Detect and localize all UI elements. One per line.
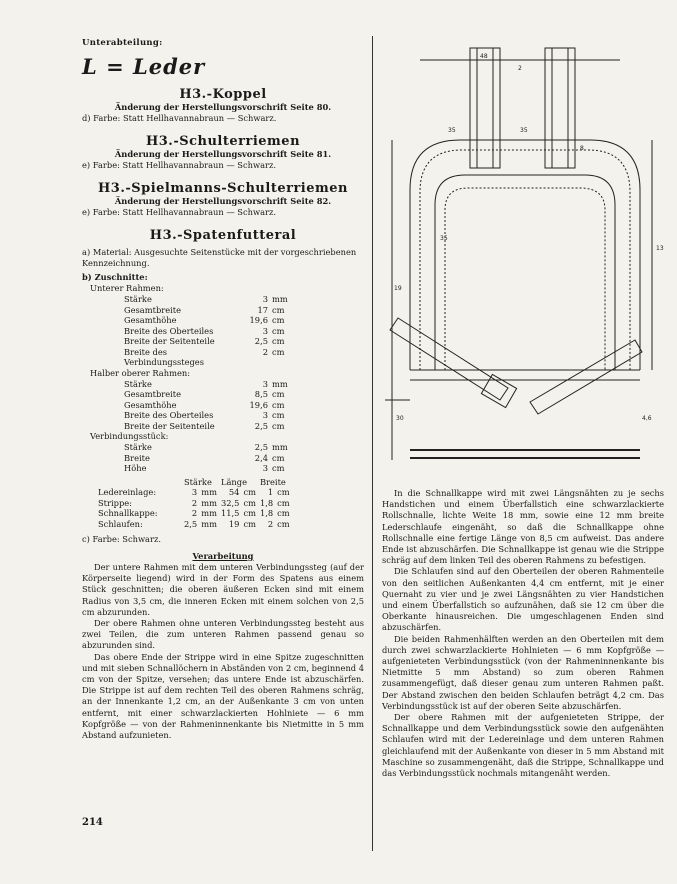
spec-value: 3 (262, 378, 268, 389)
verbindung-row (122, 463, 290, 474)
teile-row (96, 519, 292, 530)
spec-value: 17 (257, 304, 268, 315)
spec-unit: cm (272, 325, 285, 336)
teile-su: mm (201, 508, 217, 518)
dim-label-3: 13 (656, 245, 664, 252)
spec-value: 2 (262, 346, 268, 357)
unterer-rahmen-table (122, 294, 290, 368)
spec-name: Gesamtbreite (124, 304, 182, 315)
teile-row (96, 508, 292, 519)
spec-name: Stärke (124, 442, 152, 452)
right-paragraph: Die Schlaufen sind auf den Oberteilen der oberen Rahmenteile von den seitlichen Außenkanten 4,4 cm entfernt, mit je einer Quernaht zu vier und je zwei Längsnähten zu vier Handstichen und einem Überfallstich so aufzunähen, daß sie 12 cm über die Oberkante hinausreichen. Die umgeschlagenen Enden sind abzuschärfen. (382, 566, 664, 633)
oberer-row (122, 379, 290, 390)
spec-name: Gesamthöhe (124, 399, 177, 410)
dim-label-9: 4,6 (642, 415, 652, 422)
spec-value: 2,5 (254, 420, 268, 431)
spec-unit: cm (272, 452, 285, 463)
spec-unit: cm (272, 399, 285, 410)
unterer-row (122, 326, 290, 337)
spielmann-section (82, 181, 364, 218)
dim-label-1: 35 (520, 127, 528, 134)
spec-value: 2,5 (254, 336, 268, 346)
strippe (390, 318, 508, 400)
koppel-aenderung: Änderung der Herstellungsvorschrift Seite 80. (114, 102, 332, 112)
oberer-rahmen-table (122, 379, 290, 432)
teile-su: mm (201, 497, 217, 508)
spec-unit: mm (272, 294, 288, 304)
verbindung-row (122, 442, 290, 453)
left-paragraphs (82, 562, 364, 741)
right-paragraph: In die Schnallkappe wird mit zwei Längsnähten zu je sechs Handstichen und einem Überfallstich eine schwarzlackierte Rollschnalle, lichte Weite 18 mm, sowie eine 12 mm breite Lederschlaufe eingenäht, so daß die Schnallkappe ohne Rollschnalle eine fertige Länge von 8,5 cm aufweist. Das andere Ende ist abzuschärfen. Die Schnallkappe ist genau wie die Strippe schräg auf dem linken Teil des oberen Rahmens zu befestigen. (382, 488, 664, 566)
oberer-row (122, 400, 290, 411)
oberer-rahmen-label: Halber oberer Rahmen: (90, 367, 191, 378)
spec-unit: cm (272, 346, 285, 357)
teile-row (96, 498, 292, 509)
schulterriemen-heading: H3.-Schulterriemen (145, 134, 301, 149)
verbindung-row (122, 453, 290, 464)
oberer-row (122, 421, 290, 432)
teile-b: 1 (267, 487, 274, 497)
col-laenge: Länge (220, 476, 247, 487)
dim-label-8: 30 (396, 415, 404, 422)
left-column (82, 38, 364, 741)
spec-name: Breite der Seitenteile (124, 336, 215, 346)
spec-name: Breite des Verbindungssteges (124, 346, 204, 367)
oberer-row (122, 389, 290, 400)
spaten-section (82, 228, 364, 741)
teile-name: Schnallkappe: (98, 508, 158, 518)
teile-l: 19 (228, 518, 240, 529)
spec-name: Breite des Oberteiles (124, 325, 214, 336)
schulterriemen-farbe: e) Farbe: Statt Hellhavannabraun — Schwarz. (82, 160, 277, 170)
teile-l: 11,5 (220, 508, 240, 518)
oberer-row (122, 410, 290, 421)
verbindung-label: Verbindungsstück: (90, 431, 169, 441)
schnallkappe (530, 340, 642, 414)
teile-lu: cm (243, 487, 256, 497)
dim-label-2: 35 (440, 235, 448, 242)
spec-value: 3 (262, 463, 268, 473)
teile-bu: cm (277, 497, 290, 508)
spaten-zuschnitte: b) Zuschnitte: (82, 272, 148, 282)
koppel-heading: H3.-Koppel (179, 87, 267, 102)
unterabteilung-label: Unterabteilung: (82, 38, 163, 48)
spec-name: Gesamtbreite (124, 389, 182, 399)
spec-name: Breite des Oberteiles (124, 410, 214, 420)
teile-lu: cm (243, 508, 256, 518)
teile-l: 54 (228, 487, 240, 497)
spec-unit: mm (272, 378, 288, 389)
col-staerke: Stärke (184, 476, 212, 487)
dim-label-5: 48 (480, 53, 488, 60)
spec-unit: cm (272, 336, 285, 346)
spec-unit: cm (272, 420, 285, 431)
left-paragraph: Der untere Rahmen mit dem unteren Verbindungssteg (auf der Körperseite liegend) wird in der Form des Spatens aus einem Stück geschnitten; die oberen äußeren Ecken sind mit einem Radius von 3,5 cm, die inneren Ecken mit einem solchen von 2,5 cm abzurunden. (82, 562, 364, 617)
spielmann-aenderung: Änderung der Herstellungsvorschrift Seite 82. (114, 196, 332, 206)
right-column (382, 488, 664, 779)
spec-unit: cm (272, 304, 285, 315)
teile-table (96, 477, 292, 530)
unterer-row (122, 315, 290, 326)
teile-b: 2 (267, 518, 274, 529)
teile-b: 1,8 (259, 508, 274, 518)
spec-value: 3 (262, 410, 268, 420)
spec-value: 8,5 (254, 389, 268, 399)
koppel-farbe: d) Farbe: Statt Hellhavannabraun — Schwarz. (82, 113, 277, 123)
teile-name: Strippe: (98, 497, 132, 508)
teile-name: Schlaufen: (98, 518, 143, 529)
teile-row (96, 487, 292, 498)
schulterriemen-section (82, 134, 364, 171)
teile-b: 1,8 (259, 497, 274, 508)
teile-l: 32,5 (220, 497, 240, 508)
dim-label-7: 8 (580, 145, 584, 152)
teile-su: mm (201, 487, 217, 497)
spaten-futteral-drawing (380, 40, 662, 468)
spec-value: 3 (262, 325, 268, 336)
spaten-heading: H3.-Spatenfutteral (149, 228, 297, 243)
column-divider (372, 36, 373, 851)
spec-unit: cm (272, 410, 285, 420)
teile-su: mm (201, 518, 217, 529)
unterer-row (122, 347, 290, 368)
dim-label-6: 2 (518, 65, 522, 72)
left-paragraph: Der obere Rahmen ohne unteren Verbindungssteg besteht aus zwei Teilen, die zum unteren Rahmen passend genau so abzurunden sind. (82, 618, 364, 651)
dim-label-4: 19 (394, 285, 402, 292)
spec-name: Höhe (124, 463, 147, 473)
spec-name: Breite (124, 452, 150, 463)
teile-s: 2 (191, 508, 198, 518)
spielmann-farbe: e) Farbe: Statt Hellhavannabraun — Schwarz. (82, 207, 277, 217)
spec-unit: cm (272, 463, 285, 473)
page-number: 214 (82, 817, 103, 828)
right-paragraph: Der obere Rahmen mit der aufgenieteten Strippe, der Schnallkappe und dem Verbindungsstück sowie den aufgenähten Schlaufen wird mit der Ledereinlage und dem unteren Rahmen gleichlaufend mit der Außenkante von dieser in 5 mm Abstand mit Maschine so zusammengenäht, daß die Strippe, Schnallkappe und das Verbindungsstück nochmals mitangenäht werden. (382, 712, 664, 779)
spec-value: 3 (262, 294, 268, 304)
col-breite: Breite (259, 476, 286, 487)
verarbeitung-heading: Verarbeitung (192, 551, 254, 561)
unterer-row (122, 294, 290, 305)
schulterriemen-aenderung: Änderung der Herstellungsvorschrift Seite 81. (114, 149, 332, 159)
inner-frame (435, 175, 615, 370)
spec-unit: mm (272, 442, 288, 452)
spec-unit: cm (272, 389, 285, 399)
spec-name: Stärke (124, 378, 152, 389)
unterer-row (122, 336, 290, 347)
unterer-row (122, 305, 290, 316)
teile-lu: cm (243, 497, 256, 508)
teile-s: 2 (191, 497, 198, 508)
teile-s: 3 (191, 487, 198, 497)
spec-value: 2,5 (254, 442, 268, 452)
spec-value: 19,6 (249, 315, 268, 325)
teile-s: 2,5 (184, 518, 198, 529)
teile-name: Ledereinlage: (98, 487, 157, 497)
right-paragraph: Die beiden Rahmenhälften werden an den Oberteilen mit dem durch zwei schwarzlackierte Hohlnieten — 6 mm Kopfgröße — aufgenieteten Verbindungsstück (von der Rahmeninnenkante bis Nietmitte 5 mm Abstand) so zum oberen Rahmen zusammengefügt, daß dieser genau zum unteren Rahmen paßt. Der Abstand zwischen den beiden Schlaufen beträgt 4,2 cm. Das Verbindungsstück ist auf der oberen Seite abzuschärfen. (382, 633, 664, 711)
spec-name: Stärke (124, 294, 152, 304)
spec-unit: cm (272, 315, 285, 325)
spaten-farbe: c) Farbe: Schwarz. (82, 534, 161, 544)
left-paragraph: Das obere Ende der Strippe wird in eine Spitze zugeschnitten und mit sieben Schnallöchern in Abständen von 2 cm, beginnend 4 cm von der Spitze, versehen; das untere Ende ist abzuschärfen. Die Strippe ist auf dem rechten Teil des oberen Rahmens schräg, an der Innenkante 1,2 cm, an der Außenkante 3 cm von unten entfernt, mit einer schwarzlackierten Hohlniete — 6 mm Kopfgröße — von der Rahmeninnenkante bis Nietmitte in 5 mm Abstand aufzunieten. (82, 651, 365, 741)
teile-bu: cm (277, 508, 290, 518)
spec-value: 2,4 (254, 452, 268, 463)
teile-lu: cm (243, 518, 256, 529)
teile-bu: cm (277, 487, 290, 497)
spec-value: 19,6 (249, 399, 268, 410)
spec-name: Breite der Seitenteile (124, 420, 215, 431)
unterer-rahmen-label: Unterer Rahmen: (90, 283, 164, 293)
section-title: L = Leder (82, 54, 206, 79)
teile-bu: cm (277, 518, 290, 529)
dim-label-0: 35 (448, 127, 456, 134)
koppel-section (82, 87, 364, 124)
verbindung-table (122, 442, 290, 474)
spaten-material: a) Material: Ausgesuchte Seitenstücke mit der vorgeschriebenen Kennzeichnung. (82, 247, 357, 268)
right-paragraphs (382, 488, 664, 779)
spielmann-heading: H3.-Spielmanns-Schulterriemen (98, 181, 348, 196)
spec-name: Gesamthöhe (124, 315, 177, 325)
